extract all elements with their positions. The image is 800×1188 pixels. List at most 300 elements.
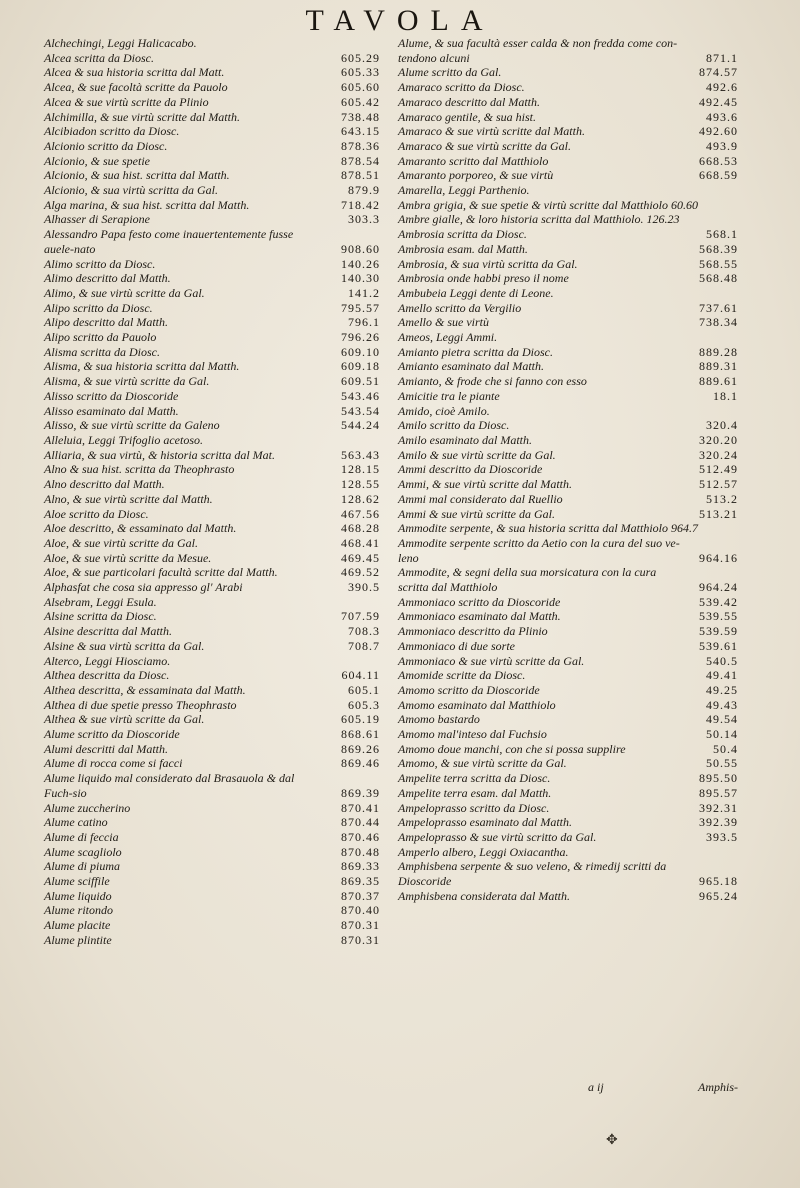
index-entry <box>398 374 738 389</box>
entry-page-number: 871.1 <box>706 50 738 65</box>
index-entry <box>44 698 380 713</box>
entry-text: Alessandro Papa festo come inauertentemente fusse auele-nato <box>44 227 294 256</box>
entry-page-number: 320.20 <box>699 432 738 447</box>
entry-text: Alume zuccherino <box>44 800 131 815</box>
entry-text: Alisso esaminato dal Matth. <box>44 403 179 418</box>
entry-page-number: 869.39 <box>341 785 380 800</box>
entry-page-number: 869.35 <box>341 874 380 889</box>
index-entry <box>44 551 380 566</box>
entry-page-number: 467.56 <box>341 506 380 521</box>
entry-text: Alipo scritto da Pauolo <box>44 330 157 345</box>
entry-text: Alphasfat che cosa sia appresso gl' Arabi <box>44 580 243 595</box>
entry-page-number: 708.7 <box>348 638 380 653</box>
entry-page-number: 605.1 <box>348 682 380 697</box>
entry-text: Amomo esaminato dal Matthiolo <box>398 697 556 712</box>
index-entry <box>44 462 380 477</box>
entry-text: Alimo descritto dal Matth. <box>44 271 171 286</box>
catchword: Amphis- <box>698 1080 738 1094</box>
entry-page-number: 320.4 <box>706 418 738 433</box>
entry-text: Ammoniaco esaminato dal Matth. <box>398 609 561 624</box>
entry-page-number: 707.59 <box>341 609 380 624</box>
entry-page-number: 878.51 <box>341 168 380 183</box>
entry-text: Alume scritto da Gal. <box>398 65 502 80</box>
entry-text: Amaranto porporeo, & sue virtù <box>398 168 554 183</box>
entry-text: Ampeloprasso & sue virtù scritto da Gal. <box>398 829 597 844</box>
entry-text: Ammoniaco & sue virtù scritte da Gal. <box>398 653 585 668</box>
entry-text: Alume di feccia <box>44 829 119 844</box>
entry-text: Amomo mal'inteso dal Fuchsio <box>398 727 547 742</box>
entry-text: Amaraco scritto da Diosc. <box>398 80 525 95</box>
entry-text: Ammi, & sue virtù scritte dal Matth. <box>398 477 572 492</box>
index-entry <box>44 507 380 522</box>
entry-text: Alisma, & sua historia scritta dal Matth. <box>44 359 240 374</box>
index-entry <box>398 183 738 198</box>
index-entry <box>398 110 738 125</box>
entry-text: Amaraco & sue virtù scritte dal Matth. <box>398 124 585 139</box>
index-entry <box>44 683 380 698</box>
entry-page-number: 544.24 <box>341 418 380 433</box>
entry-text: Alisso, & sue virtù scritte da Galeno <box>44 418 220 433</box>
index-entry <box>44 536 380 551</box>
entry-page-number: 50.14 <box>706 727 738 742</box>
entry-text: Alcea & sue virtù scritte da Plinio <box>44 94 209 109</box>
index-entry <box>44 433 380 448</box>
index-entry <box>398 404 738 419</box>
entry-text: Alsine scritta da Diosc. <box>44 609 157 624</box>
index-entry <box>398 227 738 242</box>
entry-text: Alliaria, & sua virtù, & historia scritta dal Mat. <box>44 447 276 462</box>
entry-page-number: 964.24 <box>699 580 738 595</box>
entry-text: Amomo bastardo <box>398 712 480 727</box>
index-column-right <box>398 36 738 903</box>
index-entry <box>398 462 738 477</box>
index-entry <box>44 154 380 169</box>
entry-page-number: 895.50 <box>699 771 738 786</box>
entry-text: Althea di due spetie presso Theophrasto <box>44 697 237 712</box>
index-entry <box>398 595 738 610</box>
entry-page-number: 604.11 <box>341 668 380 683</box>
entry-text: Amomo, & sue virtù scritte da Gal. <box>398 756 567 771</box>
entry-text: Ambrosia, & sua virtù scritta da Gal. <box>398 256 578 271</box>
entry-text: Alisma scritta da Diosc. <box>44 344 160 359</box>
entry-page-number: 870.48 <box>341 844 380 859</box>
entry-text: Alsine & sua virtù scritta da Gal. <box>44 638 205 653</box>
entry-text: Amilo scritto da Diosc. <box>398 418 510 433</box>
entry-page-number: 879.9 <box>348 183 380 198</box>
entry-page-number: 513.2 <box>706 491 738 506</box>
index-entry <box>398 139 738 154</box>
entry-page-number: 493.6 <box>706 109 738 124</box>
index-entry <box>398 727 738 742</box>
entry-text: Ammodite, & segni della sua morsicatura con la cura scritta dal Matthiolo <box>398 565 657 595</box>
index-entry <box>44 286 380 301</box>
entry-page-number: 128.62 <box>341 491 380 506</box>
entry-page-number: 469.52 <box>341 565 380 580</box>
entry-text: Alimo scritto da Diosc. <box>44 256 156 271</box>
entry-text: Alipo descritto dal Matth. <box>44 315 168 330</box>
index-entry <box>44 830 380 845</box>
entry-text: Ammi descritto da Dioscoride <box>398 462 543 477</box>
index-entry <box>44 492 380 507</box>
index-entry <box>398 536 738 565</box>
entry-page-number: 605.29 <box>341 50 380 65</box>
index-entry <box>44 80 380 95</box>
entry-page-number: 492.45 <box>699 94 738 109</box>
entry-page-number: 738.48 <box>341 109 380 124</box>
entry-page-number: 605.42 <box>341 94 380 109</box>
entry-text: Ammodite serpente, & sua historia scritta dal Matthiolo 964.7 <box>398 521 698 536</box>
entry-page-number: 568.1 <box>706 227 738 242</box>
entry-page-number: 18.1 <box>713 388 738 403</box>
index-entry <box>398 198 738 213</box>
entry-page-number: 49.25 <box>706 682 738 697</box>
entry-page-number: 605.19 <box>341 712 380 727</box>
index-entry <box>398 301 738 316</box>
entry-page-number: 609.18 <box>341 359 380 374</box>
entry-text: Amomo doue manchi, con che si possa supplire <box>398 741 626 756</box>
index-entry <box>398 742 738 757</box>
entry-text: Amomide scritte da Diosc. <box>398 668 526 683</box>
index-entry <box>398 330 738 345</box>
entry-text: Althea descritta da Diosc. <box>44 668 170 683</box>
entry-text: Amilo & sue virtù scritte da Gal. <box>398 447 556 462</box>
entry-page-number: 539.42 <box>699 594 738 609</box>
index-entry <box>44 580 380 595</box>
index-entry <box>44 110 380 125</box>
index-entry <box>44 36 380 51</box>
index-entry <box>398 433 738 448</box>
entry-page-number: 563.43 <box>341 447 380 462</box>
entry-page-number: 889.31 <box>699 359 738 374</box>
index-entry <box>44 212 380 227</box>
index-entry <box>398 507 738 522</box>
entry-page-number: 543.46 <box>341 388 380 403</box>
entry-page-number: 965.18 <box>699 874 738 889</box>
entry-page-number: 878.54 <box>341 153 380 168</box>
entry-page-number: 468.41 <box>341 535 380 550</box>
index-entry <box>398 65 738 80</box>
entry-page-number: 870.44 <box>341 815 380 830</box>
index-entry <box>398 830 738 845</box>
entry-text: Ammoniaco descritto da Plinio <box>398 624 548 639</box>
entry-page-number: 393.5 <box>706 829 738 844</box>
entry-text: Ambre gialle, & loro historia scritta dal Matthiolo. 126.23 <box>398 212 680 227</box>
index-entry <box>44 257 380 272</box>
entry-page-number: 49.54 <box>706 712 738 727</box>
entry-text: Amaranto scritto dal Matthiolo <box>398 153 549 168</box>
entry-text: Amianto, & frode che si fanno con esso <box>398 374 587 389</box>
entry-page-number: 668.53 <box>699 153 738 168</box>
entry-page-number: 140.30 <box>341 271 380 286</box>
index-entry <box>398 609 738 624</box>
entry-text: Alume liquido mal considerato dal Brasauola & dal Fuch-sio <box>44 771 295 800</box>
entry-text: Alisso scritto da Dioscoride <box>44 388 179 403</box>
entry-text: Alimo, & sue virtù scritte da Gal. <box>44 285 205 300</box>
entry-text: Alcea scritta da Diosc. <box>44 50 154 65</box>
index-entry <box>398 683 738 698</box>
entry-text: Alume sciffile <box>44 874 110 889</box>
index-entry <box>398 448 738 463</box>
entry-text: Amello scritto da Vergilio <box>398 300 522 315</box>
index-entry <box>44 727 380 742</box>
page-title: TAVOLA <box>305 4 495 37</box>
entry-page-number: 320.24 <box>699 447 738 462</box>
entry-text: Alumi descritti dal Matth. <box>44 741 168 756</box>
index-entry <box>398 771 738 786</box>
entry-text: Althea & sue virtù scritte da Gal. <box>44 712 205 727</box>
index-entry <box>398 859 738 888</box>
entry-page-number: 492.60 <box>699 124 738 139</box>
entry-text: Aloe scritto da Diosc. <box>44 506 149 521</box>
entry-page-number: 303.3 <box>348 212 380 227</box>
index-entry <box>398 845 738 860</box>
entry-page-number: 493.9 <box>706 138 738 153</box>
entry-text: Alcionio, & sue spetie <box>44 153 150 168</box>
index-entry <box>44 404 380 419</box>
index-entry <box>398 95 738 110</box>
entry-text: Ammodite serpente scritto da Aetio con la cura del suo ve-leno <box>398 535 680 565</box>
entry-text: Amaraco & sue virtù scritte da Gal. <box>398 138 571 153</box>
entry-text: Ambrosia onde habbi preso il nome <box>398 271 569 286</box>
entry-text: Alume catino <box>44 815 108 830</box>
index-entry <box>398 492 738 507</box>
index-entry <box>398 889 738 904</box>
entry-page-number: 568.55 <box>699 256 738 271</box>
entry-text: Aloe descritto, & essaminato dal Matth. <box>44 521 237 536</box>
entry-page-number: 965.24 <box>699 888 738 903</box>
index-entry <box>398 786 738 801</box>
entry-page-number: 643.15 <box>341 124 380 139</box>
entry-text: Alchechingi, Leggi Halicacabo. <box>44 36 197 50</box>
entry-page-number: 543.54 <box>341 403 380 418</box>
entry-page-number: 605.60 <box>341 80 380 95</box>
index-entry <box>44 301 380 316</box>
entry-page-number: 796.26 <box>341 330 380 345</box>
index-entry <box>44 874 380 889</box>
entry-page-number: 390.5 <box>348 580 380 595</box>
entry-text: Alhasser di Serapione <box>44 212 150 227</box>
entry-page-number: 718.42 <box>341 197 380 212</box>
index-entry <box>44 609 380 624</box>
entry-page-number: 964.16 <box>699 550 738 565</box>
index-entry <box>44 859 380 874</box>
entry-text: Alume placite <box>44 918 111 933</box>
entry-text: Alno & sua hist. scritta da Theophrasto <box>44 462 235 477</box>
index-entry <box>398 389 738 404</box>
entry-page-number: 668.59 <box>699 168 738 183</box>
entry-text: Amido, cioè Amilo. <box>398 403 490 418</box>
entry-text: Ammoniaco scritto da Dioscoride <box>398 594 561 609</box>
entry-text: Alchimilla, & sue virtù scritte dal Matth. <box>44 109 240 124</box>
index-entry <box>44 374 380 389</box>
entry-text: Ameos, Leggi Ammi. <box>398 330 498 345</box>
entry-text: Alume plintite <box>44 932 112 947</box>
entry-page-number: 870.31 <box>341 932 380 947</box>
index-entry <box>44 521 380 536</box>
index-entry <box>44 359 380 374</box>
entry-text: Alume scagliolo <box>44 844 122 859</box>
index-entry <box>44 903 380 918</box>
index-entry <box>44 418 380 433</box>
entry-text: Ambra grigia, & sue spetie & virtù scritte dal Matthiolo 60.60 <box>398 197 698 212</box>
index-entry <box>44 565 380 580</box>
entry-text: Ambrosia scritta da Diosc. <box>398 227 527 242</box>
index-entry <box>44 271 380 286</box>
entry-text: Amomo scritto da Dioscoride <box>398 682 540 697</box>
entry-text: Alsine descritta dal Matth. <box>44 624 172 639</box>
entry-text: Amicitie tra le piante <box>398 388 500 403</box>
entry-page-number: 889.61 <box>699 374 738 389</box>
entry-page-number: 868.61 <box>341 727 380 742</box>
entry-text: Amperlo albero, Leggi Oxiacantha. <box>398 844 569 859</box>
entry-page-number: 795.57 <box>341 300 380 315</box>
entry-page-number: 128.15 <box>341 462 380 477</box>
index-entry <box>44 198 380 213</box>
index-entry <box>398 477 738 492</box>
index-entry <box>398 654 738 669</box>
index-entry <box>44 345 380 360</box>
entry-page-number: 469.45 <box>341 550 380 565</box>
entry-page-number: 141.2 <box>348 285 380 300</box>
entry-page-number: 708.3 <box>348 624 380 639</box>
entry-page-number: 49.41 <box>706 668 738 683</box>
entry-page-number: 737.61 <box>699 300 738 315</box>
index-entry <box>398 124 738 139</box>
index-entry <box>44 639 380 654</box>
index-entry <box>398 698 738 713</box>
entry-page-number: 605.3 <box>348 697 380 712</box>
entry-text: Alno descritto dal Matth. <box>44 477 165 492</box>
entry-page-number: 392.31 <box>699 800 738 815</box>
entry-text: Alume liquido <box>44 888 112 903</box>
index-entry <box>44 227 380 256</box>
entry-page-number: 870.37 <box>341 888 380 903</box>
entry-text: Amarella, Leggi Parthenio. <box>398 183 530 198</box>
index-entry <box>398 521 738 536</box>
entry-text: Amaraco gentile, & sua hist. <box>398 109 536 124</box>
index-entry <box>398 668 738 683</box>
index-entry <box>44 742 380 757</box>
entry-text: Alcionio, & sua hist. scritta dal Matth. <box>44 168 230 183</box>
entry-page-number: 513.21 <box>699 506 738 521</box>
entry-text: Alume di rocca come si facci <box>44 756 183 771</box>
index-entry <box>398 315 738 330</box>
index-entry <box>398 257 738 272</box>
index-entry <box>398 815 738 830</box>
entry-page-number: 796.1 <box>348 315 380 330</box>
entry-text: Alcionio, & sua virtù scritta da Gal. <box>44 183 218 198</box>
index-entry <box>44 183 380 198</box>
entry-page-number: 609.51 <box>341 374 380 389</box>
entry-text: Ampeloprasso scritto da Diosc. <box>398 800 550 815</box>
entry-page-number: 889.28 <box>699 344 738 359</box>
entry-text: Alume, & sua facultà esser calda & non fredda come con-tendono alcuni <box>398 36 678 65</box>
entry-page-number: 869.26 <box>341 741 380 756</box>
entry-text: Amianto esaminato dal Matth. <box>398 359 544 374</box>
index-entry <box>44 139 380 154</box>
index-entry <box>44 845 380 860</box>
entry-page-number: 568.48 <box>699 271 738 286</box>
entry-text: Alipo scritto da Diosc. <box>44 300 153 315</box>
entry-text: Alno, & sue virtù scritte dal Matth. <box>44 491 213 506</box>
entry-page-number: 908.60 <box>341 241 380 256</box>
index-entry <box>44 889 380 904</box>
entry-text: Alume scritto da Dioscoride <box>44 727 180 742</box>
entry-page-number: 869.46 <box>341 756 380 771</box>
index-entry <box>398 154 738 169</box>
index-entry <box>44 65 380 80</box>
entry-page-number: 539.55 <box>699 609 738 624</box>
signature-mark: a ij <box>588 1080 604 1094</box>
entry-text: Aloe, & sue virtù scritte da Gal. <box>44 535 198 550</box>
index-entry <box>398 712 738 727</box>
index-entry <box>398 624 738 639</box>
entry-page-number: 870.41 <box>341 800 380 815</box>
entry-text: Alcea & sua historia scritta dal Matt. <box>44 65 225 80</box>
entry-page-number: 869.33 <box>341 859 380 874</box>
index-entry <box>44 595 380 610</box>
entry-text: Ammi & sue virtù scritte da Gal. <box>398 506 555 521</box>
entry-page-number: 512.49 <box>699 462 738 477</box>
entry-text: Amphisbena serpente & suo veleno, & rimedij scritti da Dioscoride <box>398 859 667 889</box>
entry-text: Ambrosia esam. dal Matth. <box>398 241 528 256</box>
index-entry <box>44 477 380 492</box>
entry-text: Alume di piuma <box>44 859 120 874</box>
index-entry <box>44 315 380 330</box>
index-entry <box>44 654 380 669</box>
index-entry <box>44 124 380 139</box>
index-entry <box>44 389 380 404</box>
index-entry <box>398 345 738 360</box>
entry-text: Alcibiadon scritto da Diosc. <box>44 124 180 139</box>
entry-text: Althea descritta, & essaminata dal Matth. <box>44 682 246 697</box>
entry-text: Amilo esaminato dal Matth. <box>398 432 532 447</box>
entry-page-number: 605.33 <box>341 65 380 80</box>
entry-page-number: 49.43 <box>706 697 738 712</box>
entry-text: Alcionio scritto da Diosc. <box>44 138 168 153</box>
index-entry <box>44 756 380 771</box>
entry-text: Aloe, & sue particolari facultà scritte dal Matth. <box>44 565 278 580</box>
index-entry <box>44 168 380 183</box>
entry-page-number: 50.55 <box>706 756 738 771</box>
entry-page-number: 878.36 <box>341 138 380 153</box>
entry-page-number: 738.34 <box>699 315 738 330</box>
index-entry <box>398 565 738 594</box>
index-entry <box>398 801 738 816</box>
index-entry <box>44 330 380 345</box>
entry-text: Ammoniaco di due sorte <box>398 638 515 653</box>
entry-page-number: 870.40 <box>341 903 380 918</box>
entry-page-number: 468.28 <box>341 521 380 536</box>
index-entry <box>398 168 738 183</box>
index-entry <box>44 771 380 800</box>
entry-page-number: 492.6 <box>706 80 738 95</box>
entry-page-number: 609.10 <box>341 344 380 359</box>
entry-page-number: 540.5 <box>706 653 738 668</box>
entry-text: Alsebram, Leggi Esula. <box>44 594 157 609</box>
index-entry <box>398 286 738 301</box>
entry-page-number: 128.55 <box>341 477 380 492</box>
entry-page-number: 50.4 <box>713 741 738 756</box>
index-entry <box>44 712 380 727</box>
index-entry <box>398 242 738 257</box>
entry-text: Alga marina, & sua hist. scritta dal Matth. <box>44 197 250 212</box>
index-entry <box>398 359 738 374</box>
index-entry <box>44 668 380 683</box>
entry-text: Alleluia, Leggi Trifoglio acetoso. <box>44 432 203 447</box>
index-entry <box>398 212 738 227</box>
index-entry <box>398 80 738 95</box>
